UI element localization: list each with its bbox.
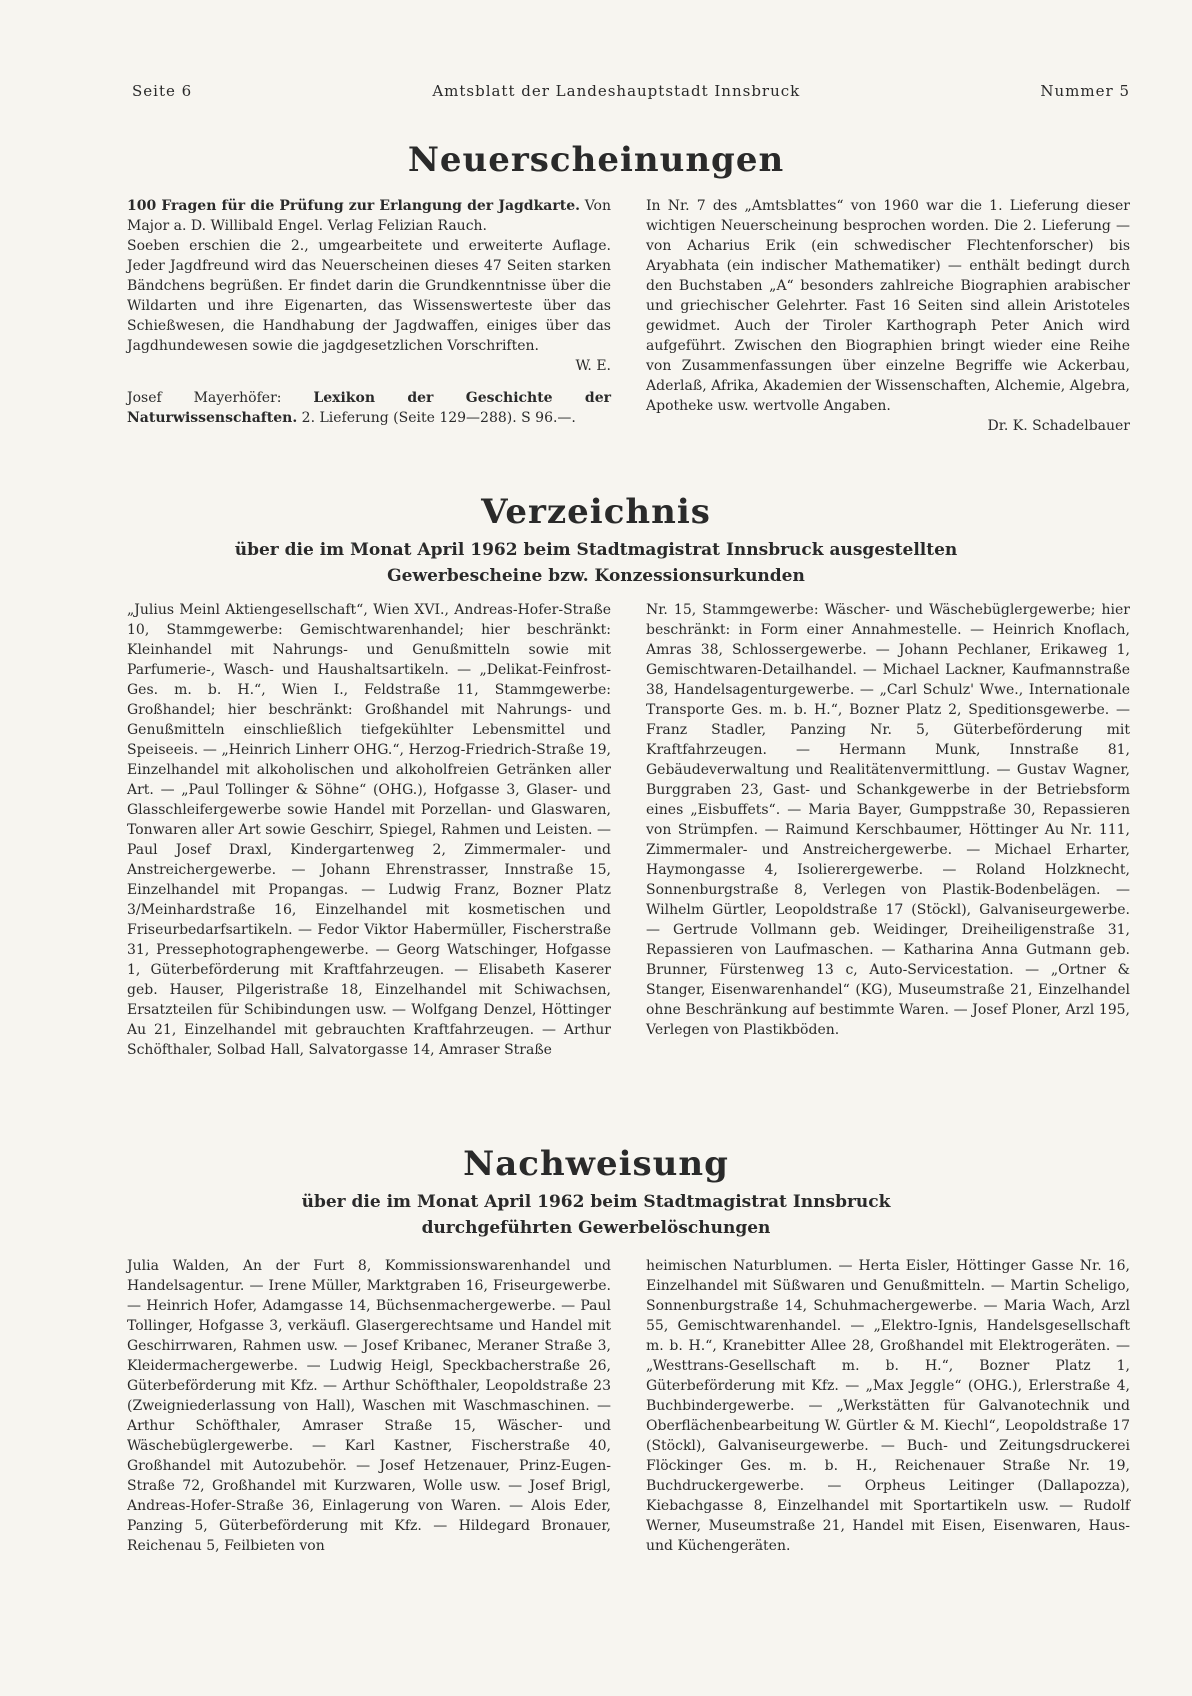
verzeichnis-subtitle-1: über die im Monat April 1962 beim Stadtmagistrat Innsbruck ausgestellten <box>234 540 958 560</box>
issue-number: Nummer 5 <box>1040 82 1130 100</box>
book-entry-1 <box>127 196 611 236</box>
book-entry-2 <box>127 388 611 428</box>
verzeichnis-subtitle-2: Gewerbescheine bzw. Konzessionsurkunden <box>387 566 805 586</box>
book-1-review: Soeben erschien die 2., umgearbeitete und erweiterte Auflage. Jeder Jagdfreund wird das Neuerscheinen dieses 47 Seiten starken Bändchens begrüßen. Er findet darin die Grundkenntnisse über die Wildarten und ihre Eigenarten, das Wissenswerteste über das Schießwesen, die Handhabung der Jagdwaffen, einiges über das Jagdhundewesen sowie die jagdgesetzlichen Vorschriften. <box>127 238 611 354</box>
publication-title: Amtsblatt der Landeshauptstadt Innsbruck <box>432 82 801 100</box>
nachweisung-subtitle-2: durchgeführten Gewerbelöschungen <box>421 1218 771 1238</box>
nachweisung-right-column <box>646 1256 1130 1556</box>
page-number: Seite 6 <box>132 82 193 100</box>
book-1-signature: W. E. <box>575 358 611 374</box>
heading-nachweisung: Nachweisung <box>463 1144 729 1184</box>
book-2-review: In Nr. 7 des „Amtsblattes“ von 1960 war die 1. Lieferung dieser wichtigen Neuerscheinung besprochen worden. Die 2. Lieferung — von Acharius Erik (ein schwedischer Flechtenforscher) bis Aryabhata (ein indischer Mathematiker) — enthält bedingt durch den Buchstaben „A“ besonders zahlreiche Biographien arabischer und griechischer Gelehrter. Fast 16 Seiten sind allein Aristoteles gewidmet. Auch der Tiroler Karthograph Peter Anich wird aufgeführt. Zwischen den Biographien bringt wieder eine Reihe von Zusammenfassungen über einzelne Begriffe wie Ackerbau, Aderlaß, Afrika, Akademien der Wissenschaften, Alchemie, Algebra, Apotheke usw. wertvolle Angaben. <box>646 198 1130 414</box>
nachweisung-left-text: Julia Walden, An der Furt 8, Kommissionswarenhandel und Handelsagentur. — Irene Müller, Marktgraben 16, Friseurgewerbe. — Heinrich Hofer, Adamgasse 14, Büchsenmachergewerbe. — Paul Tollinger, Hofgasse 3, verkäufl. Glasergerechtsame und Handel mit Geschirrwaren, Rahmen usw. — Josef Kribanec, Meraner Straße 3, Kleidermachergewerbe. — Ludwig Heigl, Speckbacherstraße 26, Güterbeförderung mit Kfz. — Arthur Schöfthaler, Leopoldstraße 23 (Zweigniederlassung von Hall), Waschen mit Waschmaschinen. — Arthur Schöfthaler, Amraser Straße 15, Wäscher- und Wäschebüglergewerbe. — Karl Kastner, Fischerstraße 40, Großhandel mit Autozubehör. — Josef Hetzenauer, Prinz-Eugen-Straße 72, Großhandel mit Kurzwaren, Wolle usw. — Josef Brigl, Andreas-Hofer-Straße 36, Einlagerung von Waren. — Alois Eder, Panzing 5, Güterbeförderung mit Kfz. — Hildegard Bronauer, Reichenau 5, Feilbieten von <box>127 1258 611 1554</box>
verzeichnis-right-text: Nr. 15, Stammgewerbe: Wäscher- und Wäschebüglergewerbe; hier beschränkt: in Form einer Annahmestelle. — Heinrich Knoflach, Amras 38, Schlossergewerbe. — Johann Pechlaner, Erikaweg 1, Gemischtwaren-Detailhandel. — Michael Lackner, Kaufmannstraße 38, Handelsagenturgewerbe. — „Carl Schulz' Wwe., Internationale Transporte Ges. m. b. H.“, Bozner Platz 2, Speditionsgewerbe. — Franz Stadler, Panzing Nr. 5, Güterbeförderung mit Kraftfahrzeugen. — Hermann Munk, Innstraße 81, Gebäudeverwaltung und Realitätenvermittlung. — Gustav Wagner, Burggraben 23, Gast- und Schankgewerbe in der Betriebsform eines „Eisbuffets“. — Maria Bayer, Gumppstraße 30, Repassieren von Strümpfen. — Raimund Kerschbaumer, Höttinger Au Nr. 111, Zimmermaler- und Anstreichergewerbe. — Michael Erharter, Haymongasse 4, Isolierergewerbe. — Roland Holzknecht, Sonnenburgstraße 8, Verlegen von Plastik-Bodenbelägen. — Wilhelm Gürtler, Leopoldstraße 17 (Stöckl), Galvaniseurgewerbe. — Gertrude Vollmann geb. Weidinger, Dreiheiligenstraße 31, Repassieren von Laufmaschen. — Katharina Anna Gutmann geb. Brunner, Fürstenweg 13 c, Auto-Servicestation. — „Ortner & Stanger, Eisenwarenhandel“ (KG), Museumstraße 21, Einzelhandel ohne Beschränkung auf bestimmte Waren. — Josef Ploner, Arzl 195, Verlegen von Plastikböden. <box>646 602 1130 1038</box>
book-2-signature: Dr. K. Schadelbauer <box>987 418 1130 434</box>
book-2-title: Lexikon der Geschichte der Naturwissenschaften. <box>127 390 611 426</box>
page-header <box>132 82 1130 100</box>
book-2-author: Josef Mayerhöfer: <box>127 390 314 406</box>
book-2-meta: 2. Lieferung (Seite 129—288). S 96.—. <box>297 410 576 426</box>
neuerscheinungen-right-column <box>646 196 1130 436</box>
verzeichnis-left-column <box>127 600 611 1060</box>
book-1-meta: Von Major a. D. Willibald Engel. Verlag Felizian Rauch. <box>127 198 611 234</box>
nachweisung-right-text: heimischen Naturblumen. — Herta Eisler, Höttinger Gasse Nr. 16, Einzelhandel mit Süßwaren und Genußmitteln. — Martin Scheligo, Sonnenburgstraße 14, Schuhmachergewerbe. — Maria Wach, Arzl 55, Gemischtwarenhandel. — „Elektro-Ignis, Handelsgesellschaft m. b. H.“, Kranebitter Allee 28, Großhandel mit Elektrogeräten. — „Westtrans-Gesellschaft m. b. H.“, Bozner Platz 1, Güterbeförderung mit Kfz. — „Max Jeggle“ (OHG.), Erlerstraße 4, Buchbindergewerbe. — „Werkstätten für Galvanotechnik und Oberflächenbearbeitung W. Gürtler & M. Kiechl“, Leopoldstraße 17 (Stöckl), Galvaniseurgewerbe. — Buch- und Zeitungsdruckerei Flöckinger Ges. m. b. H., Reichenauer Straße Nr. 19, Buchdruckergewerbe. — Orpheus Leitinger (Dallapozza), Kiebachgasse 8, Einzelhandel mit Sportartikeln usw. — Rudolf Werner, Museumstraße 21, Handel mit Eisen, Eisenwaren, Haus- und Küchengeräten. <box>646 1258 1130 1554</box>
verzeichnis-left-text: „Julius Meinl Aktiengesellschaft“, Wien XVI., Andreas-Hofer-Straße 10, Stammgewerbe: Gemischtwarenhandel; hier beschränkt: Kleinhandel mit Nahrungs- und Genußmitteln sowie mit Parfumerie-, Wasch- und Haushaltsartikeln. — „Delikat-Feinfrost-Ges. m. b. H.“, Wien I., Feldstraße 11, Stammgewerbe: Großhandel; hier beschränkt: Großhandel mit Nahrungs- und Genußmitteln einschließlich tiefgekühlter Lebensmittel und Speiseeis. — „Heinrich Linherr OHG.“, Herzog-Friedrich-Straße 19, Einzelhandel mit alkoholischen und alkoholfreien Getränken aller Art. — „Paul Tollinger & Söhne“ (OHG.), Hofgasse 3, Glaser- und Glasschleifergewerbe sowie Handel mit Porzellan- und Glaswaren, Tonwaren aller Art sowie Geschirr, Spiegel, Rahmen und Leisten. — Paul Josef Draxl, Kindergartenweg 2, Zimmermaler- und Anstreichergewerbe. — Johann Ehrenstrasser, Innstraße 15, Einzelhandel mit Propangas. — Ludwig Franz, Bozner Platz 3/Meinhardstraße 16, Einzelhandel mit kosmetischen und Friseurbedarfsartikeln. — Fedor Viktor Habermüller, Fischerstraße 31, Pressephotographengewerbe. — Georg Watschinger, Hofgasse 1, Güterbeförderung mit Kraftfahrzeugen. — Elisabeth Kaserer geb. Hauser, Pilgeristraße 18, Einzelhandel mit Schiwachsen, Ersatzteilen für Schibindungen usw. — Wolfgang Denzel, Höttinger Au 21, Einzelhandel mit gebrauchten Kraftfahrzeugen. — Arthur Schöfthaler, Solbad Hall, Salvatorgasse 14, Amraser Straße <box>127 602 611 1058</box>
heading-verzeichnis: Verzeichnis <box>481 492 711 532</box>
nachweisung-left-column <box>127 1256 611 1556</box>
book-1-title: 100 Fragen für die Prüfung zur Erlangung der Jagdkarte. <box>127 198 580 214</box>
neuerscheinungen-left-column <box>127 196 611 428</box>
nachweisung-subtitle-1: über die im Monat April 1962 beim Stadtmagistrat Innsbruck <box>301 1192 891 1212</box>
verzeichnis-right-column <box>646 600 1130 1040</box>
heading-neuerscheinungen: Neuerscheinungen <box>407 140 785 180</box>
